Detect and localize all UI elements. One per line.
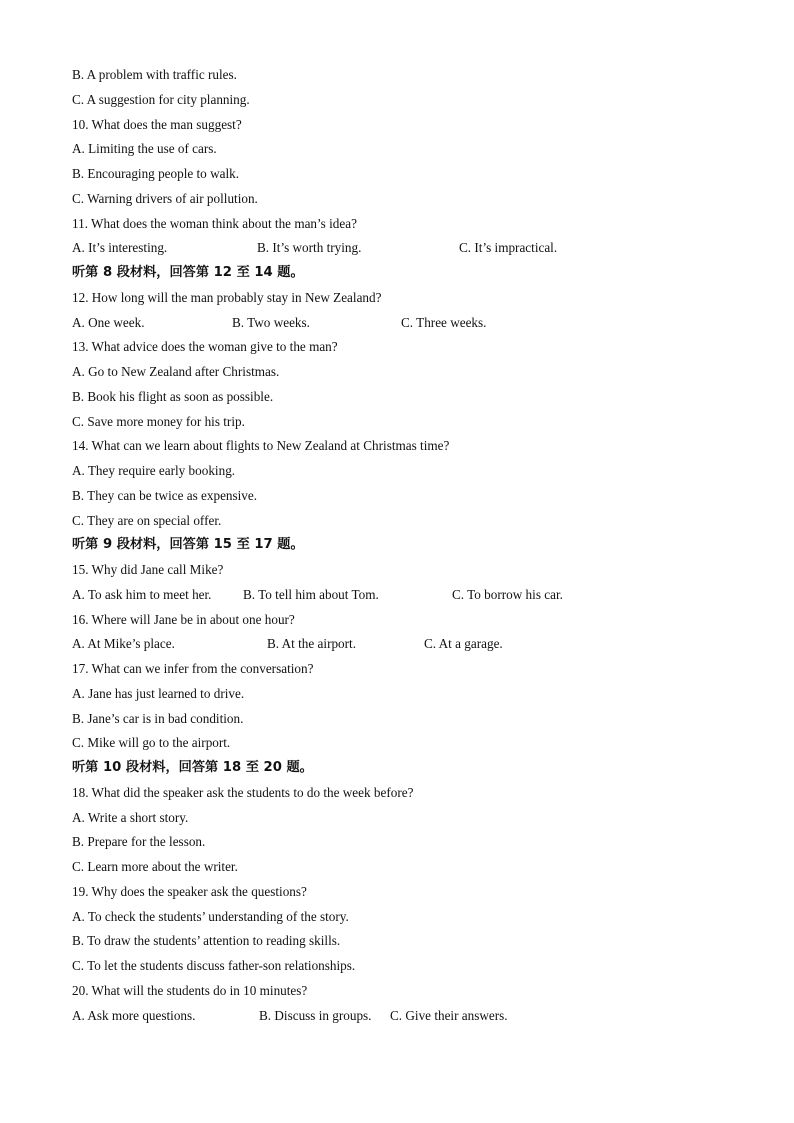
section-heading-8: 听第 8 段材料，回答第 12 至 14 题。 <box>72 265 304 280</box>
option-line: B. They can be twice as expensive. <box>72 487 258 503</box>
question-line: 13. What advice does the woman give to the man? <box>72 339 338 355</box>
question-line: 18. What did the speaker ask the students to do the week before? <box>72 784 414 800</box>
option-line: A. Limiting the use of cars. <box>72 141 217 157</box>
option-line: A. Jane has just learned to drive. <box>72 685 245 701</box>
option-line: A. Go to New Zealand after Christmas. <box>72 364 280 379</box>
option-c: C. At a garage. <box>424 636 503 652</box>
option-c: C. To borrow his car. <box>452 586 563 602</box>
option-c: C. It’s impractical. <box>459 240 558 256</box>
options-row-11 <box>72 236 752 261</box>
option-a: A. At Mike’s place. <box>72 636 175 652</box>
option-a: A. To ask him to meet her. <box>72 586 212 602</box>
section-heading-9: 听第 9 段材料，回答第 15 至 17 题。 <box>72 537 304 553</box>
option-b: B. It’s worth trying. <box>257 240 362 256</box>
option-line: B. Jane’s car is in bad condition. <box>72 710 244 726</box>
option-line: C. They are on special offer. <box>72 512 222 528</box>
option-a: A. Ask more questions. <box>72 1007 196 1023</box>
option-b: B. Discuss in groups. <box>259 1007 372 1023</box>
option-line: C. Learn more about the writer. <box>72 859 238 874</box>
question-line: 14. What can we learn about flights to New Zealand at Christmas time? <box>72 438 450 454</box>
options-row-15 <box>72 583 752 608</box>
question-line: 19. Why does the speaker ask the questions? <box>72 883 307 899</box>
question-line: 20. What will the students do in 10 minutes? <box>72 982 308 998</box>
option-a: A. It’s interesting. <box>72 240 168 256</box>
option-line: B. Book his flight as soon as possible. <box>72 388 274 404</box>
option-line: A. Write a short story. <box>72 809 189 825</box>
option-line: C. A suggestion for city planning. <box>72 91 250 107</box>
question-line: 12. How long will the man probably stay in New Zealand? <box>72 289 382 305</box>
question-line: 10. What does the man suggest? <box>72 116 242 132</box>
question-line: 16. Where will Jane be in about one hour? <box>72 611 295 627</box>
option-line: A. They require early booking. <box>72 463 236 478</box>
exam-page <box>72 63 752 1028</box>
option-a: A. One week. <box>72 314 145 330</box>
option-line: A. To check the students’ understanding of the story. <box>72 908 349 924</box>
question-line: 11. What does the woman think about the man’s idea? <box>72 215 357 231</box>
question-line: 15. Why did Jane call Mike? <box>72 562 224 577</box>
option-line: C. Warning drivers of air pollution. <box>72 190 258 206</box>
option-b: B. To tell him about Tom. <box>243 586 379 602</box>
section-heading-10: 听第 10 段材料，回答第 18 至 20 题。 <box>72 760 313 775</box>
option-b: B. At the airport. <box>267 636 357 652</box>
option-c: C. Give their answers. <box>390 1007 508 1023</box>
option-line: B. A problem with traffic rules. <box>72 67 237 82</box>
options-row-16 <box>72 632 752 657</box>
option-c: C. Three weeks. <box>401 314 487 330</box>
option-line: B. Encouraging people to walk. <box>72 166 240 181</box>
option-line: C. To let the students discuss father-son relationships. <box>72 958 356 973</box>
option-line: C. Mike will go to the airport. <box>72 735 231 751</box>
options-row-20 <box>72 1004 752 1029</box>
question-line: 17. What can we infer from the conversation? <box>72 661 314 676</box>
option-line: C. Save more money for his trip. <box>72 413 245 429</box>
options-row-12 <box>72 311 752 336</box>
option-line: B. Prepare for the lesson. <box>72 834 206 850</box>
option-line: B. To draw the students’ attention to reading skills. <box>72 933 341 949</box>
option-b: B. Two weeks. <box>232 314 310 330</box>
